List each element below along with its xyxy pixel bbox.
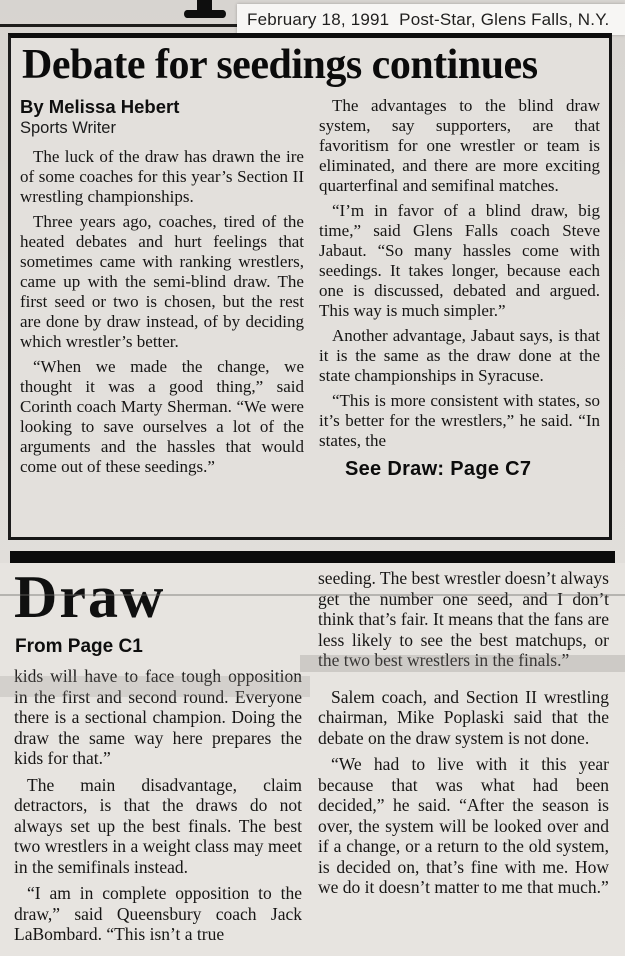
body-paragraph: The main disadvantage, claim detractors, is that the draws do not always set up the best finals. The best two wrestlers in a weight class may meet in the semifinals instead.: [14, 774, 302, 877]
from-page-line: From Page C1: [15, 636, 143, 657]
article-debate-for-seedings: [8, 33, 612, 540]
article-columns: [20, 96, 600, 482]
left-column: [20, 96, 304, 482]
body-paragraph: Salem coach, and Section II wrestling chairman, Mike Poplaski said that the debate on the draw system is not done.: [318, 686, 609, 748]
body-paragraph: The advantages to the blind draw system, say supporters, are that favoritism for one wrestler or team is eliminated, and there are more exciting quarterfinal and semifinal matches.: [318, 96, 600, 195]
article-headline: Debate for seedings continues: [22, 42, 538, 88]
section-divider-bar: [10, 551, 615, 563]
byline: By Melissa Hebert: [20, 96, 180, 117]
article-draw-continuation: [0, 563, 625, 956]
date-banner: February 18, 1991 Post-Star, Glens Falls, N.Y.: [237, 4, 625, 35]
body-paragraph: “This is more consistent with states, so it’s better for the wrestlers,” he said. “In states, the: [318, 391, 600, 450]
top-divider-rule: [0, 24, 250, 27]
body-paragraph: Another advantage, Jabaut says, is that it is the same as the draw done at the state championships in Syracuse.: [318, 326, 600, 385]
body-paragraph: The luck of the draw has drawn the ire of some coaches for this year’s Section II wrestling championships.: [20, 147, 304, 206]
body-paragraph: Three years ago, coaches, tired of the heated debates and hurt feelings that sometimes came with ranking wrestlers, came up with the semi-blind draw. The first seed or two is chosen, but the rest are done by draw instead, of by deciding which wrestler’s better.: [20, 212, 304, 351]
right-column: [318, 568, 609, 904]
left-column: [14, 564, 302, 951]
body-paragraph: “I’m in favor of a blind draw, big time,” said Glens Falls coach Steve Jabaut. “So many hassles come with seedings. It takes longer, because each one is discussed, debated and argued. This way is much simpler.”: [318, 201, 600, 320]
continuation-pointer: See Draw: Page C7: [344, 458, 532, 480]
scan-artifact: [0, 676, 310, 697]
body-paragraph: kids will have to face tough opposition in the first and second round. Everyone there is a sectional champion. Doing the draw the same way here prepares the kids for that.”: [14, 666, 302, 768]
body-paragraph: “I am in complete opposition to the draw,” said Queensbury coach Jack LaBombard. “This isn’t a true: [14, 883, 302, 944]
scan-artifact: [0, 594, 625, 596]
scan-artifact: [300, 655, 625, 672]
torn-headline-fragment: [184, 10, 226, 18]
byline-title: Sports Writer: [20, 119, 116, 137]
body-paragraph: “When we made the change, we thought it was a good thing,” said Corinth coach Marty Sherman. “We were looking to save ourselves a lot of the arguments and the hassles that would come out of these seedings.”: [20, 357, 304, 476]
right-column: [319, 96, 600, 482]
continuation-headline: Draw: [14, 564, 166, 630]
body-paragraph: “We had to live with it this year because that was what had been decided,” he said. “After the season is over, the system will be looked over and if a change, or a return to the old system, is decided on, that’s fine with me. How we do it doesn’t matter to me that much.”: [318, 754, 609, 897]
body-paragraph: seeding. The best wrestler doesn’t always get the number one seed, and I don’t think that’s fair. It means that the fans are less likely to see the best matchups, or the two best wrestlers in the finals.”: [318, 568, 609, 670]
